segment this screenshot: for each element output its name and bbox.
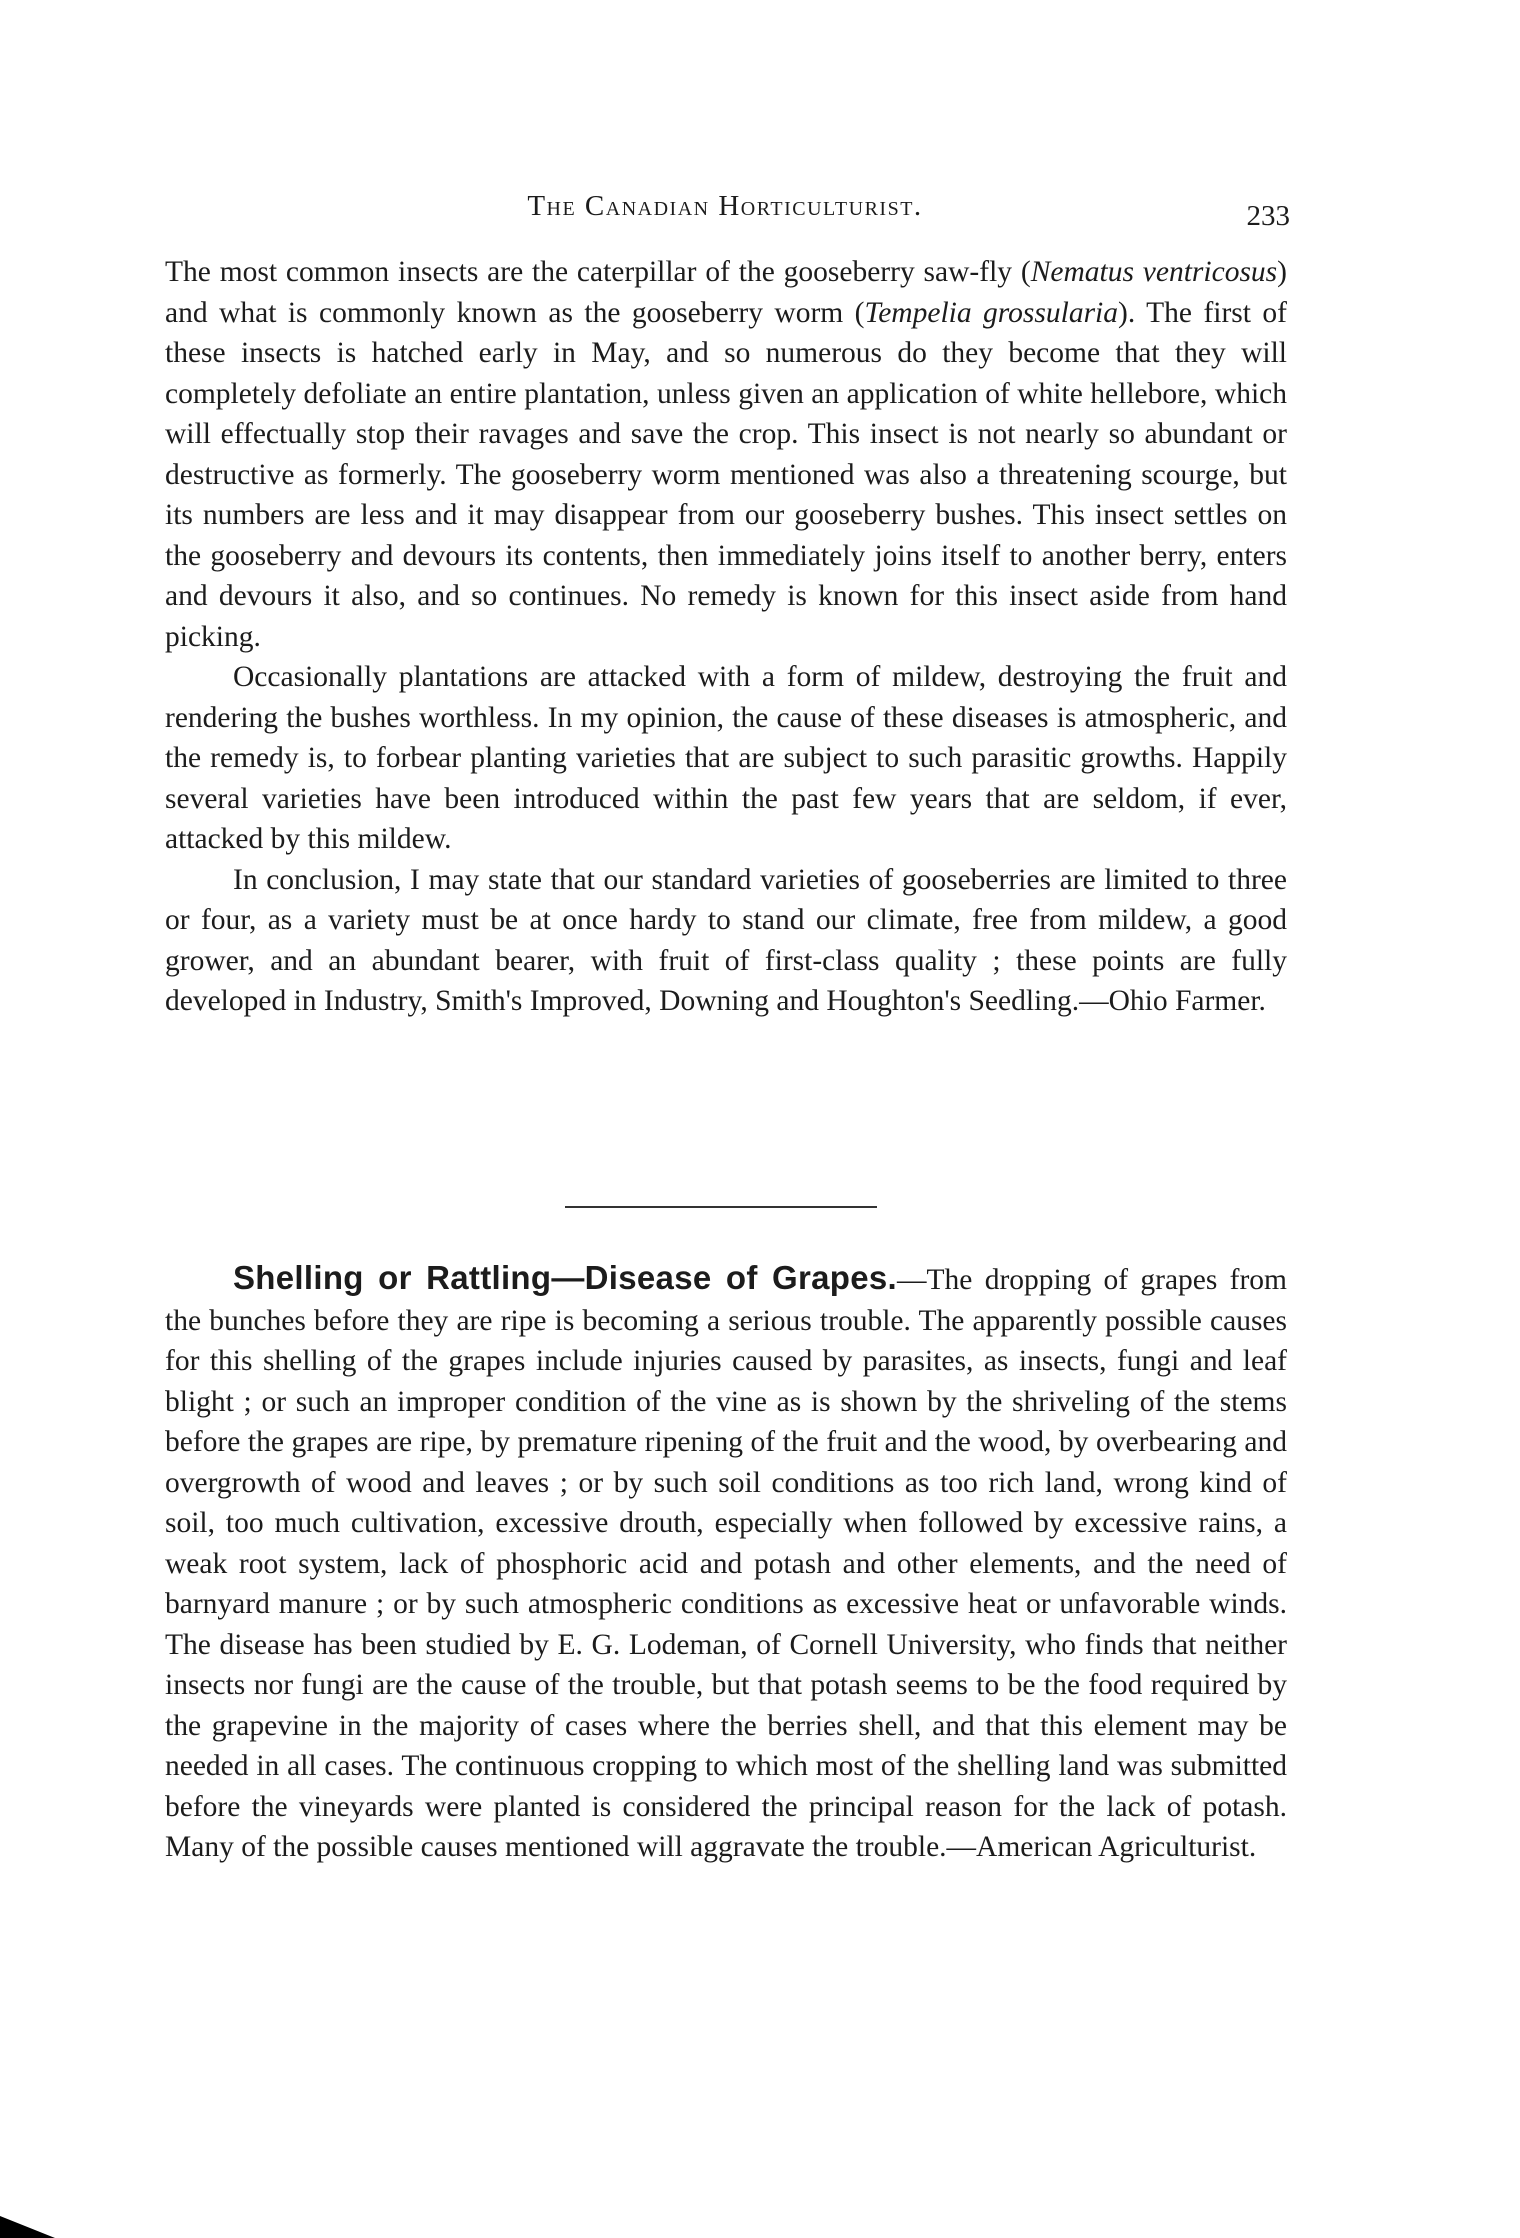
page-header: [160, 190, 1290, 240]
page-number: 233: [1246, 200, 1290, 232]
species-name: Tempelia grossularia: [864, 296, 1119, 329]
article-gooseberry: [165, 252, 1287, 1022]
text-segment: ) and what is commonly known as the gooseberry worm (: [165, 256, 1287, 329]
article-headline: Shelling or Rattling—Disease of Grapes.: [233, 1259, 898, 1296]
paragraph-conclusion: In conclusion, I may state that our standard varieties of gooseberries are limited to three or four, as a variety must be at once hardy to stand our climate, free from mildew, a good grower, and an abundant bearer, with fruit of first-class quality ; these points are fully developed in Industry, Smith's Improved, Downing and Houghton's Seedling.—Ohio Farmer.: [165, 863, 1287, 1017]
section-divider: [565, 1206, 877, 1208]
paragraph-grapes: [165, 1258, 1287, 1868]
species-name: Nematus ventricosus: [1030, 256, 1278, 288]
page-corner-mark: [0, 2216, 55, 2238]
article-grapes: [165, 1258, 1287, 1868]
article-body: —The dropping of grapes from the bunches before they are ripe is becoming a serious trouble. The apparently possible causes for this shelling of the grapes include injuries caused by parasites, as insects, fungi and leaf blight ; or such an improper condition of the vine as is shown by the shriveling of the stems before the grapes are ripe, by premature ripening of the fruit and the wood, by overbearing and overgrowth of wood and leaves ; or by such soil conditions as too rich land, wrong kind of soil, too much cultivation, excessive drouth, especially when followed by excessive rains, a weak root system, lack of phosphoric acid and potash and other elements, and the need of barnyard manure ; or by such atmospheric conditions as excessive heat or unfavorable winds. The disease has been studied by E. G. Lodeman, of Cornell University, who finds that neither insects nor fungi are the cause of the trouble, but that potash seems to be the food required by the grapevine in the majority of cases where the berries shell, and that this element may be needed in all cases. The continuous cropping to which most of the shelling land was submitted before the vineyards were planted is considered the principal reason for the lack of potash. Many of the possible causes mentioned will aggravate the trouble.—American Agriculturist.: [165, 1264, 1288, 1863]
paragraph-insects: [165, 252, 1287, 657]
text-segment: ). The first of these insects is hatched early in May, and so numerous do they become that they will completely defoliate an entire plantation, unless given an application of white hellebore, which will effectually stop their ravages and save the crop. This insect is not nearly so abundant or destructive as formerly. The gooseberry worm mentioned was also a threatening scourge, but its numbers are less and it may disappear from our gooseberry bushes. This insect settles on the gooseberry and devours its contents, then immediately joins itself to another berry, enters and devours it also, and so continues. No remedy is known for this insect aside from hand picking.: [165, 296, 1287, 653]
text-segment: The most common insects are the caterpillar of the gooseberry saw-fly (: [165, 256, 1031, 288]
running-title: The Canadian Horticulturist.: [527, 190, 923, 222]
paragraph-mildew: Occasionally plantations are attacked with a form of mildew, destroying the fruit and rendering the bushes worthless. In my opinion, the cause of these diseases is atmospheric, and the remedy is, to forbear planting varieties that are subject to such parasitic growths. Happily several varieties have been introduced within the past few years that are seldom, if ever, attacked by this mildew.: [165, 661, 1287, 855]
